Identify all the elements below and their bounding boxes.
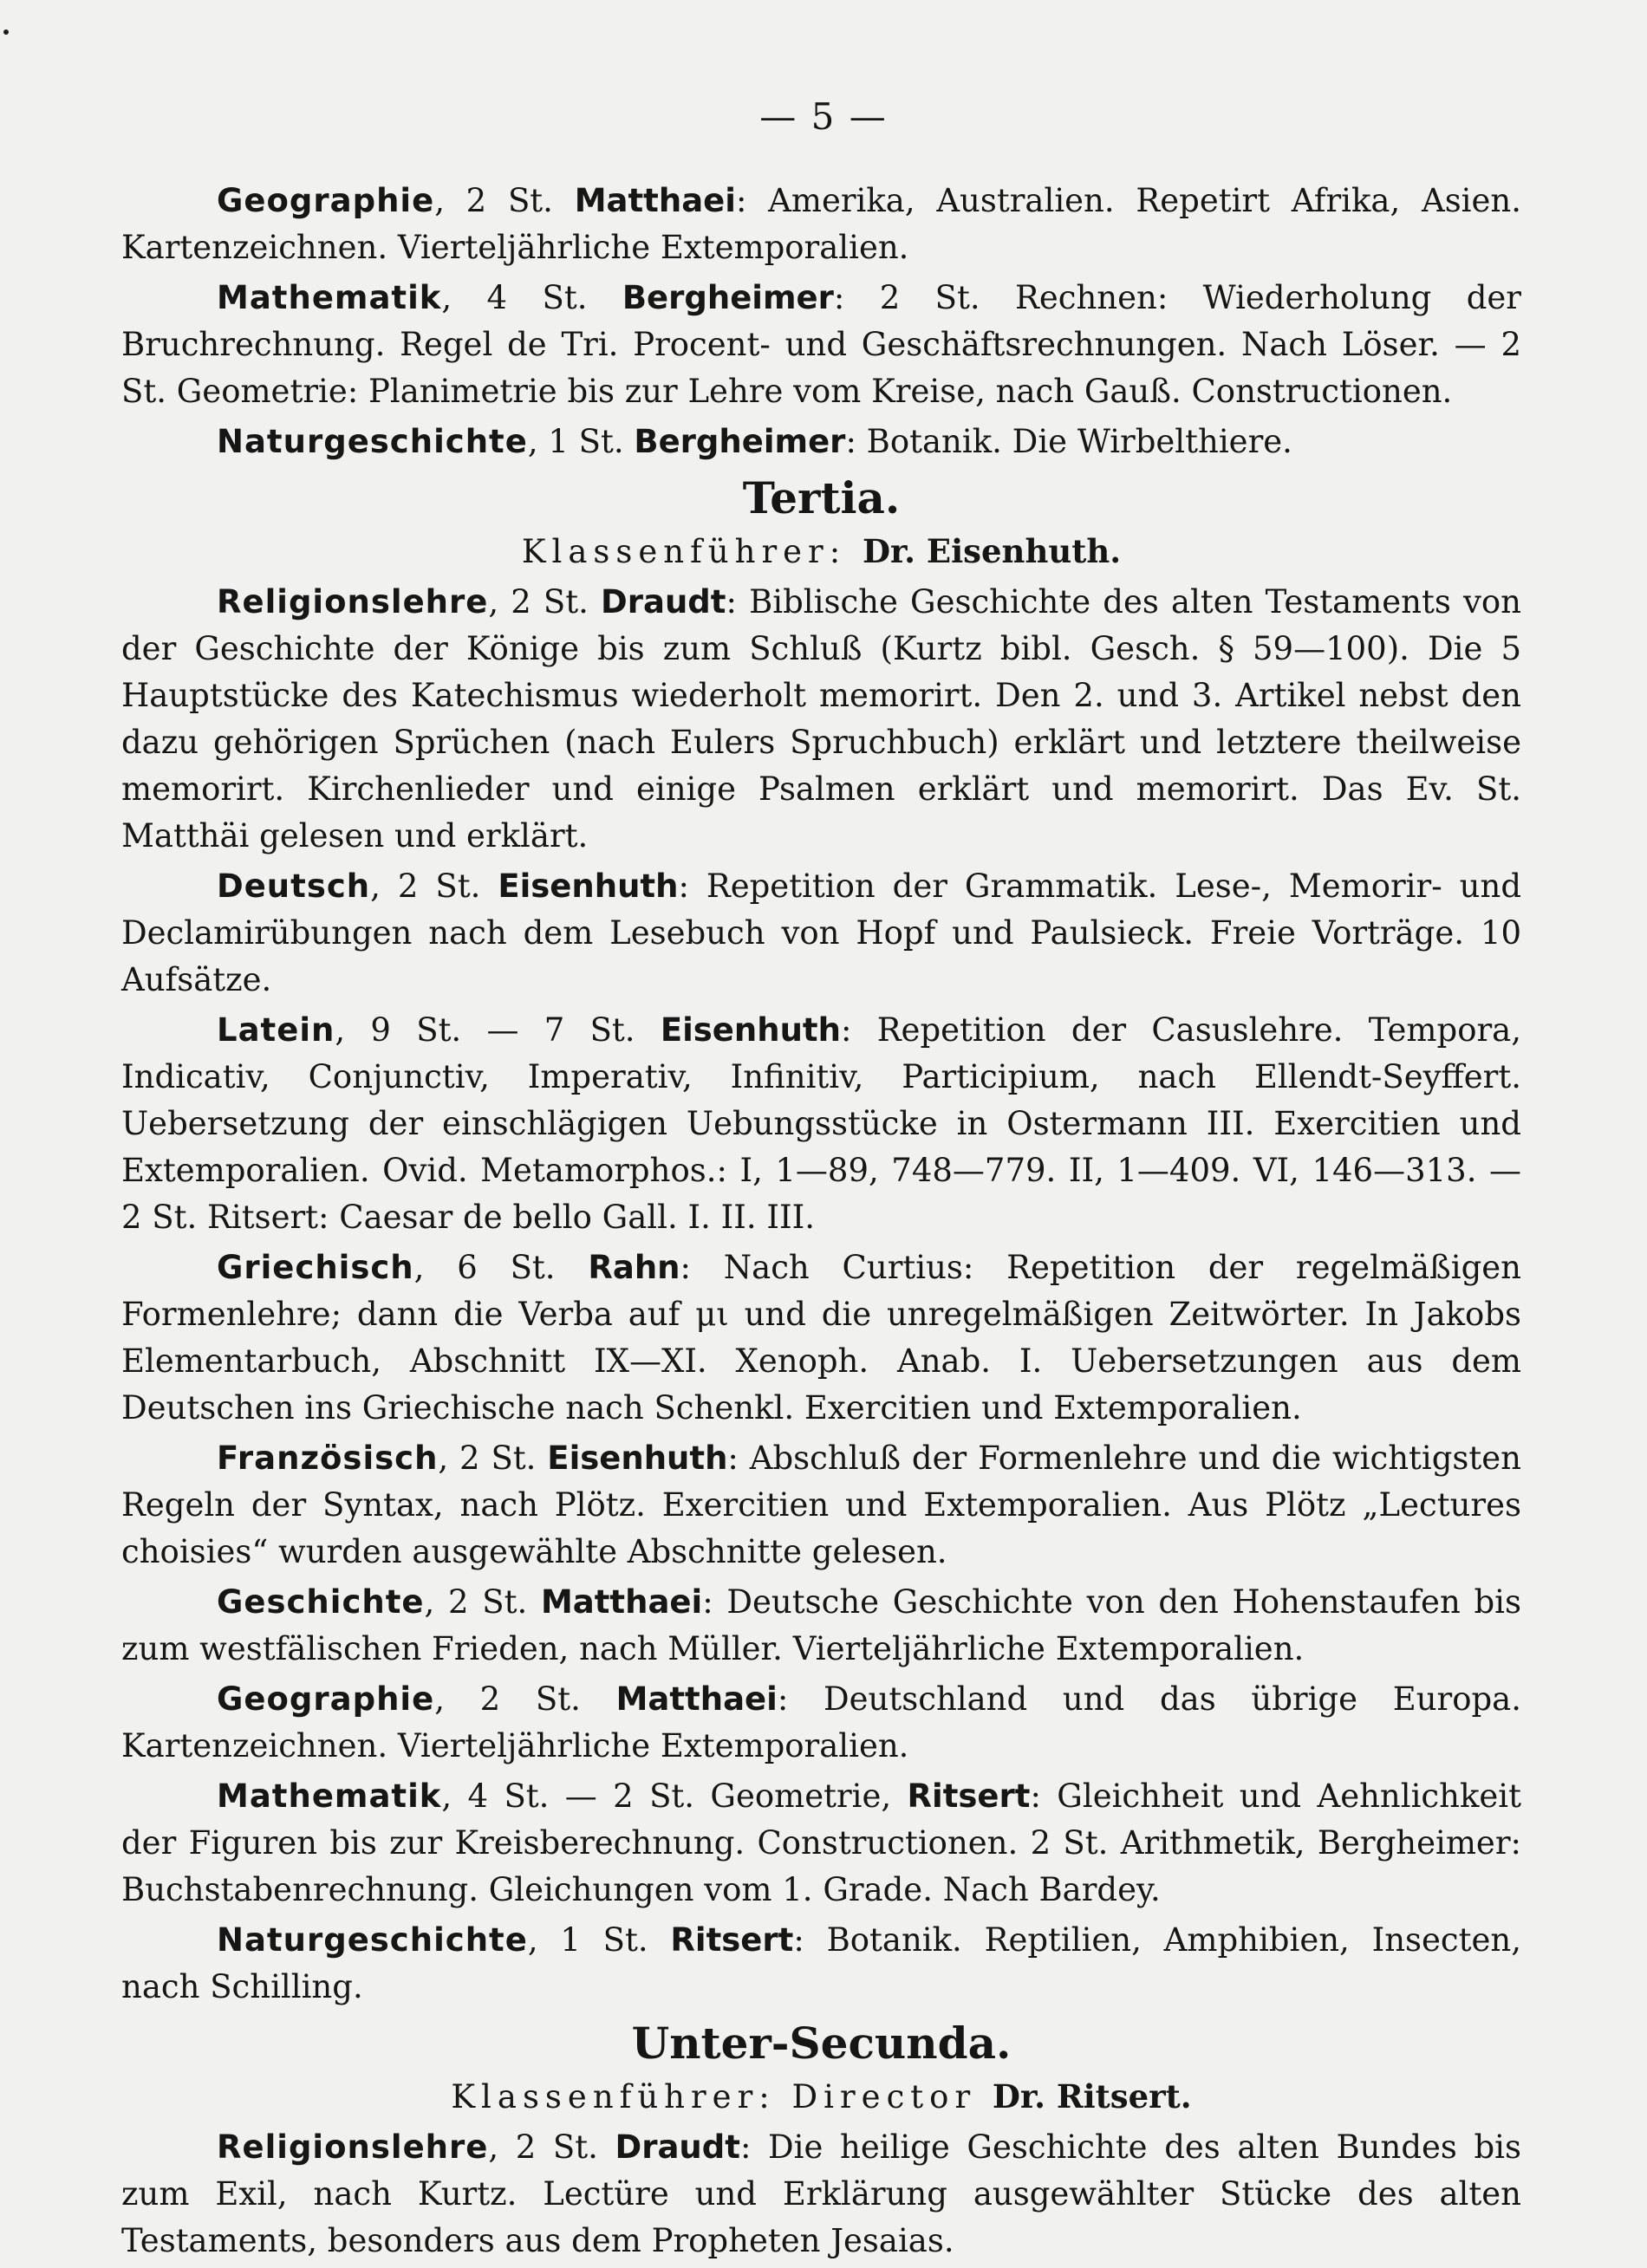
subject-description: : Die heilige Geschichte des alten Bundes bis zum Exil, nach Kurtz. Lectüre und Erklärung ausgewählter Stücke des alten Testaments, besonders aus dem Propheten Jesaias. [121,2128,1521,2259]
subject-entry [121,1917,1521,2011]
subject-description: : 2 St. Rechnen: Wiederholung der Bruchrechnung. Regel de Tri. Procent- und Geschäftsrechnungen. Nach Löser. — 2 St. Geometrie: Planimetrie bis zur Lehre vom Kreise, nach Gauß. Constructionen. [121,279,1521,410]
subject-description: : Nach Curtius: Repetition der regelmäßigen Formenlehre; dann die Verba auf μι und die unregelmäßigen Zeitwörter. In Jakobs Elementarbuch, Abschnitt IX—XI. Xenoph. Anab. I. Uebersetzungen aus dem Deutschen ins Griechische nach Schenkl. Exercitien und Extemporalien. [121,1249,1522,1426]
subject-name: Naturgeschichte [217,1921,528,1959]
teacher-name: Rahn [588,1249,680,1286]
subject-entry [121,1007,1521,1241]
class-leader-line [121,2073,1521,2121]
subject-name: Geschichte [217,1583,425,1621]
subject-entry [121,579,1521,860]
subject-description: : Gleichheit und Aehnlichkeit der Figuren bis zur Kreisberechnung. Constructionen. 2 St. Arithmetik, Bergheimer: Buchstabenrechnung. Gleichungen vom 1. Grade. Nach Bardey. [121,1777,1521,1908]
subject-entry [121,275,1521,415]
section-continued [121,178,1521,465]
class-leader-label: Klassenführer: [521,533,863,570]
subject-description: : Biblische Geschichte des alten Testaments von der Geschichte der Könige bis zum Schluß (Kurtz bibl. Gesch. § 59—100). Die 5 Hauptstücke des Katechismus wiederholt memorirt. Den 2. und 3. Artikel nebst den dazu gehörigen Sprüchen (nach Eulers Spruchbuch) erklärt und letztere theilweise memorirt. Kirchenlieder und einige Psalmen erklärt und memorirt. Das Ev. St. Matthäi gelesen und erklärt. [121,583,1521,855]
subject-hours: , 6 St. [413,1249,589,1286]
subject-name: Geographie [217,1680,435,1718]
teacher-name: Matthaei [615,1680,778,1718]
subject-name: Französisch [217,1439,439,1477]
subject-hours: , 2 St. [488,2128,615,2166]
subject-entry [121,1676,1521,1770]
teacher-name: Eisenhuth [498,868,679,905]
teacher-name: Draudt [615,2128,740,2166]
class-leader-name: Dr. Eisenhuth. [862,532,1122,570]
subject-hours: , 2 St. [434,1680,616,1718]
subject-description: : Amerika, Australien. Repetirt Afrika, Asien. Kartenzeichnen. Vierteljährliche Extemporalien. [121,182,1522,266]
subject-hours: , 2 St. [434,182,575,219]
subject-entry [121,1435,1521,1576]
subject-name: Deutsch [217,868,371,905]
subject-entry [121,1244,1521,1432]
teacher-name: Matthaei [574,182,736,219]
teacher-name: Eisenhuth [547,1439,728,1477]
teacher-name: Ritsert [670,1921,794,1959]
class-leader-line [121,528,1521,575]
subject-entry [121,2124,1521,2265]
subject-name: Latein [217,1011,335,1049]
subject-entry [121,863,1521,1004]
page-content [121,178,1521,2268]
subject-hours: , 4 St. [441,279,622,316]
subject-description: : Botanik. Reptilien, Amphibien, Insecten, nach Schilling. [121,1921,1521,2005]
subject-description: : Deutsche Geschichte von den Hohenstaufen bis zum westfälischen Frieden, nach Müller. Vierteljährliche Extemporalien. [121,1583,1521,1667]
subject-name: Geographie [217,182,435,219]
section-unter-secunda [121,2018,1521,2265]
class-heading: Tertia. [742,472,901,523]
subject-name: Mathematik [217,279,442,316]
teacher-name: Bergheimer [622,279,834,316]
subject-name: Mathematik [217,1777,442,1815]
teacher-name: Bergheimer [634,423,846,460]
subject-hours: , 2 St. [424,1583,541,1621]
subject-hours: , 2 St. [370,868,498,905]
subject-description: : Repetition der Casuslehre. Tempora, Indicativ, Conjunctiv, Imperativ, Infinitiv, Participium, nach Ellendt-Seyffert. Uebersetzung der einschlägigen Uebungsstücke in Ostermann III. Exercitien und Extemporalien. Ovid. Metamorphos.: I, 1—89, 748—779. II, 1—409. VI, 146—313. — 2 St. Ritsert: Caesar de bello Gall. I. II. III. [121,1011,1521,1236]
subject-description: : Abschluß der Formenlehre und die wichtigsten Regeln der Syntax, nach Plötz. Exercitien und Extemporalien. Aus Plötz „Lectures choisies“ wurden ausgewählte Abschnitte gelesen. [121,1439,1522,1570]
print-speck [3,29,9,35]
subject-entry [121,1773,1521,1914]
teacher-name: Matthaei [540,1583,703,1621]
subject-name: Religionslehre [217,583,489,621]
teacher-name: Draudt [601,583,726,621]
subject-name: Naturgeschichte [217,423,528,460]
subject-entry [121,178,1521,271]
subject-description: : Botanik. Die Wirbelthiere. [845,423,1292,460]
subject-name: Religionslehre [217,2128,489,2166]
subject-name: Griechisch [217,1249,414,1286]
teacher-name: Eisenhuth [660,1011,841,1049]
teacher-name: Ritsert [907,1777,1031,1815]
class-heading: Unter-Secunda. [631,2018,1012,2069]
subject-hours: , 9 St. — 7 St. [335,1011,661,1049]
subject-hours: , 4 St. — 2 St. Geometrie, [441,1777,908,1815]
section-tertia [121,472,1521,2011]
subject-hours: , 2 St. [488,583,602,621]
class-leader-label: Klassenführer: Director [451,2078,993,2115]
subject-hours: , 1 St. [527,1921,671,1959]
subject-hours: , 1 St. [527,423,635,460]
subject-entry [121,419,1521,465]
subject-entry [121,1579,1521,1673]
subject-description: : Repetition der Grammatik. Lese-, Memorir- und Declamirübungen nach dem Lesebuch von Hopf und Paulsieck. Freie Vorträge. 10 Aufsätze. [121,868,1522,998]
subject-hours: , 2 St. [438,1439,548,1477]
page-number: — 5 — [759,95,888,138]
class-leader-name: Dr. Ritsert. [992,2077,1192,2115]
subject-description: : Deutschland und das übrige Europa. Kartenzeichnen. Vierteljährliche Extemporalien. [121,1680,1522,1764]
